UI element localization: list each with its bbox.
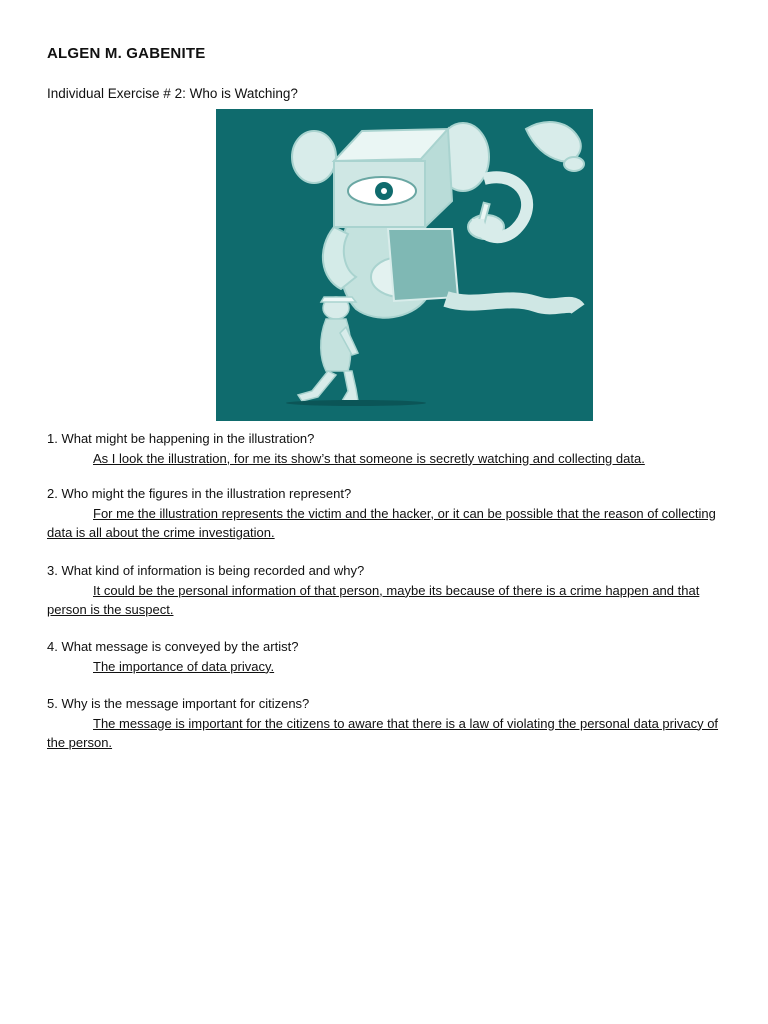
author-name: ALGEN M. GABENITE [47,45,206,62]
qa-item-1 [47,429,727,468]
answer-text: The importance of data privacy. [93,658,275,674]
qa-item-5 [47,694,727,753]
question-text: 3. What kind of information is being recorded and why? [47,563,365,578]
question-text: 4. What message is conveyed by the artist? [47,639,299,654]
eye-shape [348,177,416,205]
qa-item-3 [47,561,727,620]
illustration-image [216,109,593,421]
left-ear-shape [292,131,336,183]
answer-text: As I look the illustration, for me its show’s that someone is secretly watching and collecting data. [93,450,645,466]
qa-item-4 [47,637,727,676]
watcher-illustration [216,109,593,421]
answer-text: It could be the personal information of that person, maybe its because of there is a crime happen and that person is the suspect. [47,582,700,617]
qa-item-2 [47,484,727,543]
answer-text: For me the illustration represents the victim and the hacker, or it can be possible that the reason of collecting data is all about the crime investigation. [47,505,716,540]
question-text: 2. Who might the figures in the illustration represent? [47,486,352,501]
answer-text: The message is important for the citizens to aware that there is a law of violating the personal data privacy of the person. [47,715,719,750]
question-text: 5. Why is the message important for citizens? [47,696,310,711]
exercise-title: Individual Exercise # 2: Who is Watching? [47,86,298,101]
question-text: 1. What might be happening in the illustration? [47,431,315,446]
